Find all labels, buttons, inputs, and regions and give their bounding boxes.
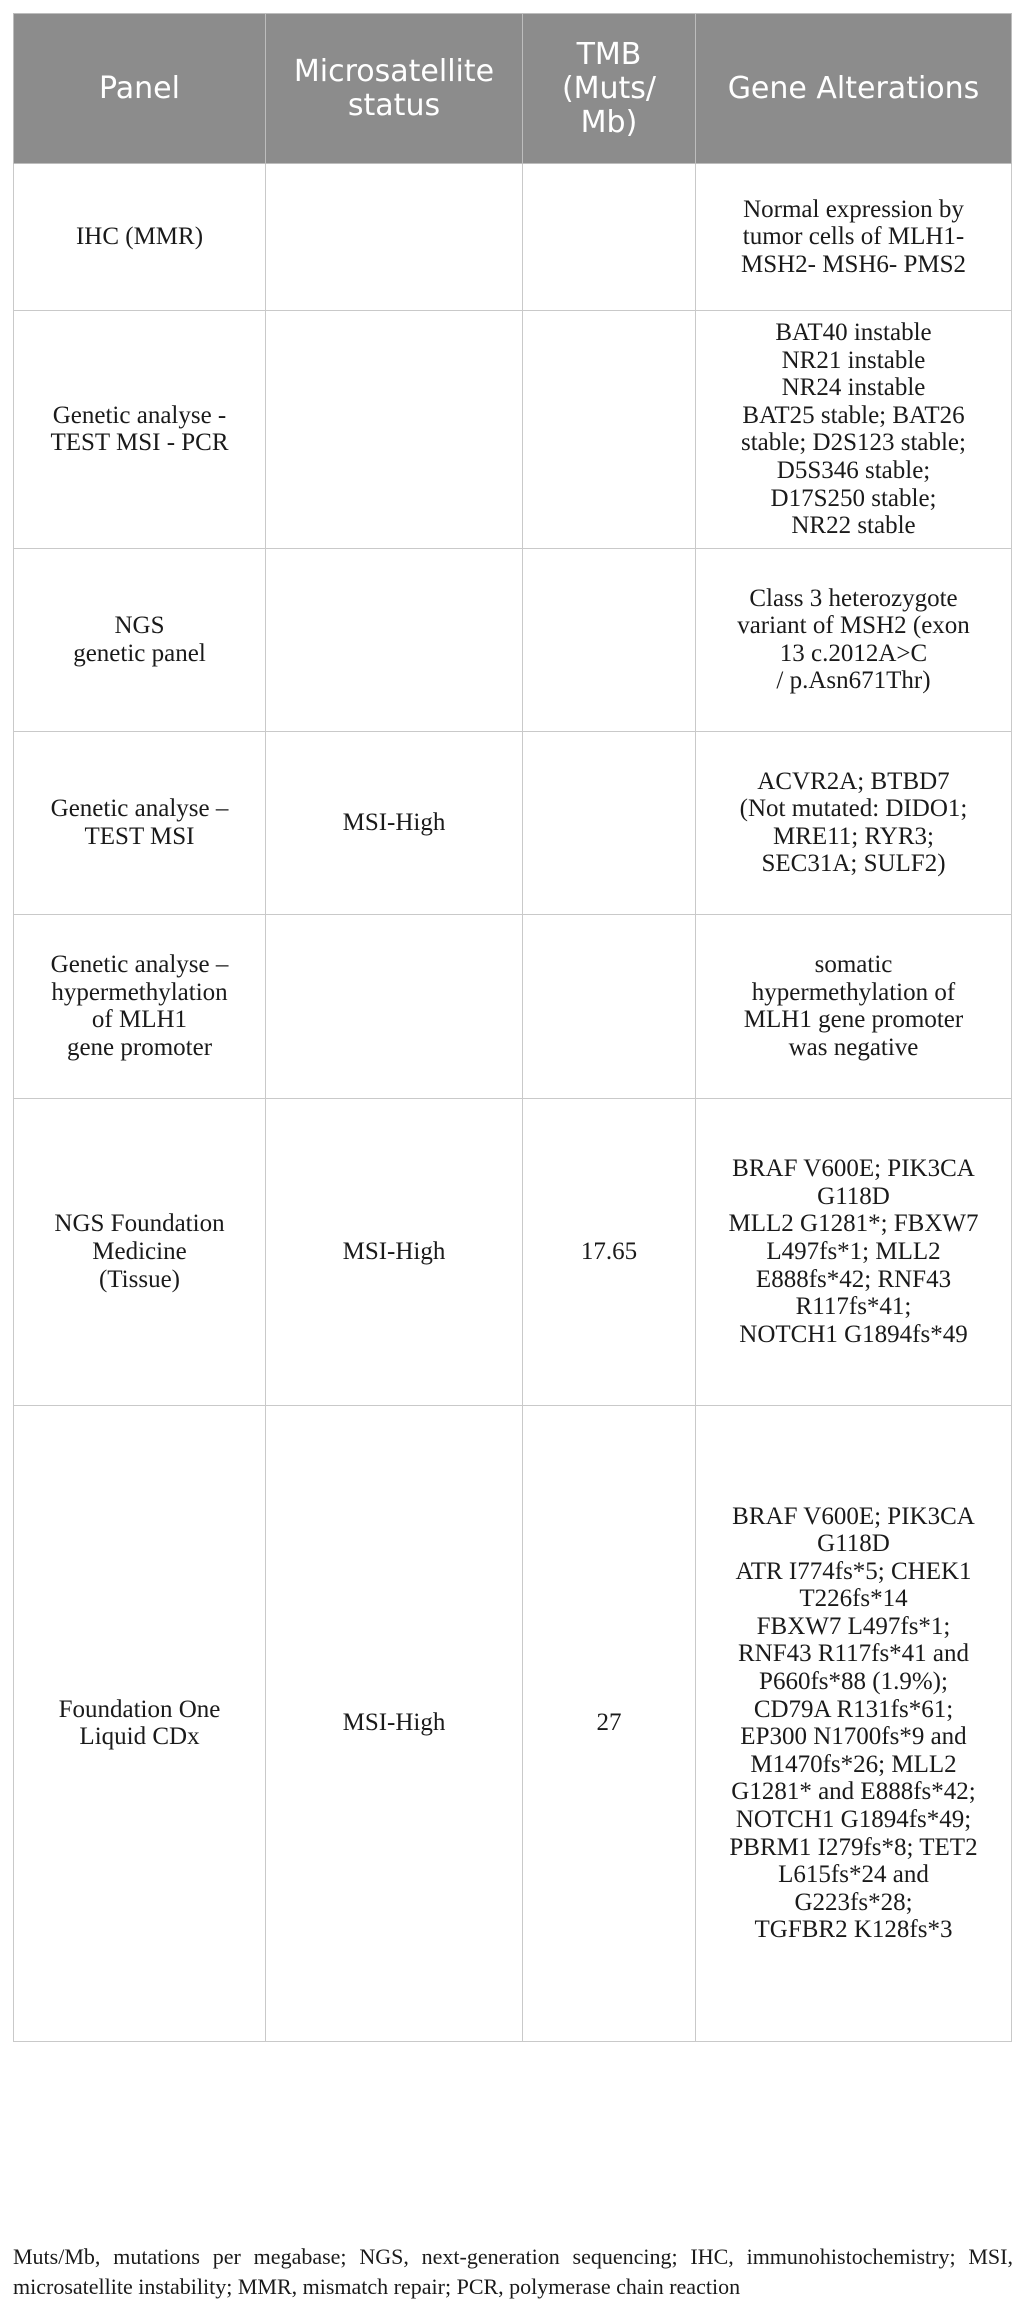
table-row [14,164,1012,311]
header-gene-alterations: Gene Alterations [696,14,1012,164]
cell-status [266,164,523,311]
cell-panel: Genetic analyse – TEST MSI [14,731,266,914]
header-microsatellite-status: Microsatellite status [266,14,523,164]
cell-status: MSI-High [266,1405,523,2041]
cell-tmb: 17.65 [523,1098,696,1405]
cell-panel: NGS genetic panel [14,548,266,731]
cell-alterations: BRAF V600E; PIK3CA G118D ATR I774fs*5; CHEK1 T226fs*14 FBXW7 L497fs*1; RNF43 R117fs*41 and P660fs*88 (1.9%); CD79A R131fs*61; EP300 N1700fs*9 and M1470fs*26; MLL2 G1281* and E888fs*42; NOTCH1 G1894fs*49; PBRM1 I279fs*8; TET2 L615fs*24 and G223fs*28; TGFBR2 K128fs*3 [696,1405,1012,2041]
cell-tmb [523,914,696,1098]
cell-tmb [523,164,696,311]
table-row [14,1098,1012,1405]
cell-alterations: Class 3 heterozygote variant of MSH2 (exon 13 c.2012A>C / p.Asn671Thr) [696,548,1012,731]
header-panel: Panel [14,14,266,164]
cell-tmb [523,311,696,549]
cell-alterations: somatic hypermethylation of MLH1 gene promoter was negative [696,914,1012,1098]
cell-panel: Foundation One Liquid CDx [14,1405,266,2041]
cell-panel: NGS Foundation Medicine (Tissue) [14,1098,266,1405]
results-table-container [13,13,1013,2042]
cell-alterations: BRAF V600E; PIK3CA G118D MLL2 G1281*; FBXW7 L497fs*1; MLL2 E888fs*42; RNF43 R117fs*41; NOTCH1 G1894fs*49 [696,1098,1012,1405]
cell-status [266,311,523,549]
cell-tmb [523,548,696,731]
cell-tmb [523,731,696,914]
table-header-row [14,14,1012,164]
cell-status [266,914,523,1098]
cell-panel: IHC (MMR) [14,164,266,311]
table-row [14,311,1012,549]
cell-tmb: 27 [523,1405,696,2041]
table-row [14,548,1012,731]
table-row [14,914,1012,1098]
cell-alterations: BAT40 instable NR21 instable NR24 instable BAT25 stable; BAT26 stable; D2S123 stable; D5S346 stable; D17S250 stable; NR22 stable [696,311,1012,549]
cell-alterations: Normal expression by tumor cells of MLH1- MSH2- MSH6- PMS2 [696,164,1012,311]
cell-panel: Genetic analyse - TEST MSI - PCR [14,311,266,549]
table-footnote: Muts/Mb, mutations per megabase; NGS, next-generation sequencing; IHC, immunohistochemistry; MSI, microsatellite instability; MMR, mismatch repair; PCR, polymerase chain reaction [13,2244,1013,2299]
cell-status: MSI-High [266,1098,523,1405]
results-table [13,13,1012,2042]
cell-status [266,548,523,731]
table-row [14,1405,1012,2041]
header-tmb: TMB (Muts/ Mb) [523,14,696,164]
table-row [14,731,1012,914]
cell-alterations: ACVR2A; BTBD7 (Not mutated: DIDO1; MRE11; RYR3; SEC31A; SULF2) [696,731,1012,914]
cell-panel: Genetic analyse – hypermethylation of MLH1 gene promoter [14,914,266,1098]
cell-status: MSI-High [266,731,523,914]
